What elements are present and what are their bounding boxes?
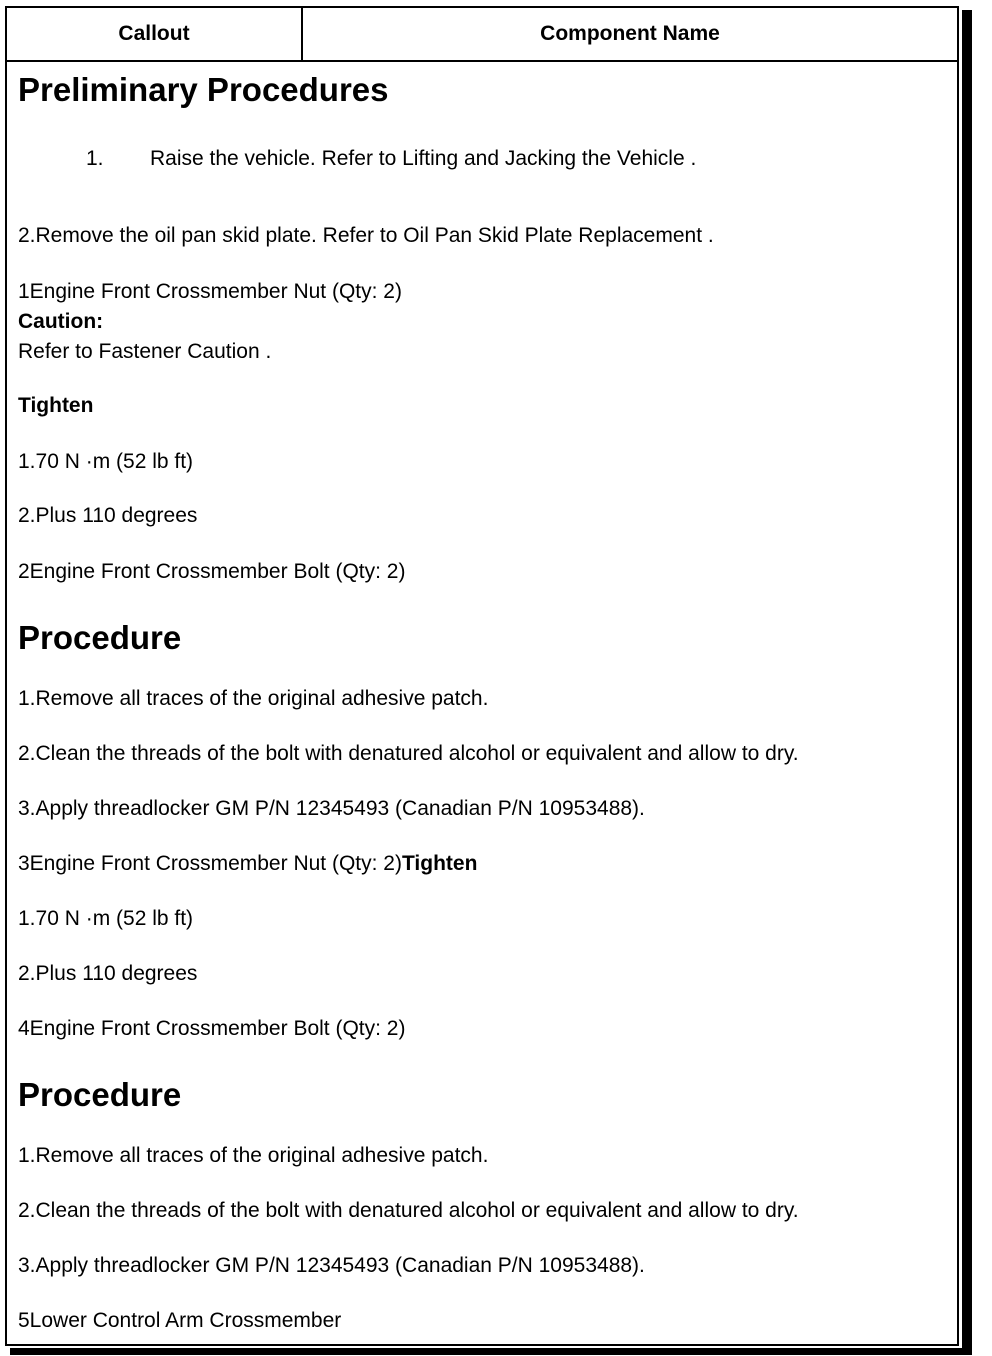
item3-label-row <box>18 852 477 876</box>
item4-procedure-step2: 2.Clean the threads of the bolt with denatured alcohol or equivalent and allow to dry. <box>18 1199 799 1222</box>
preliminary-procedures-heading: Preliminary Procedures <box>18 71 389 108</box>
column-header-component-name: Component Name <box>540 22 720 45</box>
item4-procedure-heading: Procedure <box>18 1076 182 1113</box>
frame-shadow-right <box>962 10 972 1355</box>
item4-procedure-step3: 3.Apply threadlocker GM P/N 12345493 (Canadian P/N 10953488). <box>18 1254 645 1277</box>
item2-procedure-step1: 1.Remove all traces of the original adhesive patch. <box>18 687 489 710</box>
preliminary-step1-text: Raise the vehicle. Refer to Lifting and Jacking the Vehicle . <box>150 147 697 170</box>
item1-tighten-label: Tighten <box>18 394 94 417</box>
item2-procedure-step2: 2.Clean the threads of the bolt with denatured alcohol or equivalent and allow to dry. <box>18 742 799 765</box>
item3-tighten-step1: 1.70 N ·m (52 lb ft) <box>18 907 194 930</box>
item5-label: 5Lower Control Arm Crossmember <box>18 1309 342 1332</box>
table-header-row <box>7 8 957 62</box>
item4-procedure-step1: 1.Remove all traces of the original adhesive patch. <box>18 1144 489 1167</box>
item1-tighten-step1: 1.70 N ·m (52 lb ft) <box>18 450 194 473</box>
item2-procedure-step3: 3.Apply threadlocker GM P/N 12345493 (Canadian P/N 10953488). <box>18 797 645 820</box>
item2-label: 2Engine Front Crossmember Bolt (Qty: 2) <box>18 560 406 583</box>
column-header-callout: Callout <box>7 8 303 60</box>
preliminary-step2: 2.Remove the oil pan skid plate. Refer to Oil Pan Skid Plate Replacement . <box>18 224 714 247</box>
item3-tighten-label: Tighten <box>401 852 478 875</box>
preliminary-step1-number: 1. <box>86 147 104 170</box>
item1-tighten-step2: 2.Plus 110 degrees <box>18 504 198 527</box>
item2-procedure-heading: Procedure <box>18 619 182 656</box>
item1-label: 1Engine Front Crossmember Nut (Qty: 2) <box>18 280 402 303</box>
item1-caution-text: Refer to Fastener Caution . <box>18 340 272 363</box>
item1-caution-label: Caution: <box>18 310 104 333</box>
frame-shadow-bottom <box>10 1348 972 1355</box>
item3-tighten-step2: 2.Plus 110 degrees <box>18 962 198 985</box>
document-table <box>5 6 959 1346</box>
item4-label: 4Engine Front Crossmember Bolt (Qty: 2) <box>18 1017 406 1040</box>
item3-label: 3Engine Front Crossmember Nut (Qty: 2) <box>18 852 402 875</box>
